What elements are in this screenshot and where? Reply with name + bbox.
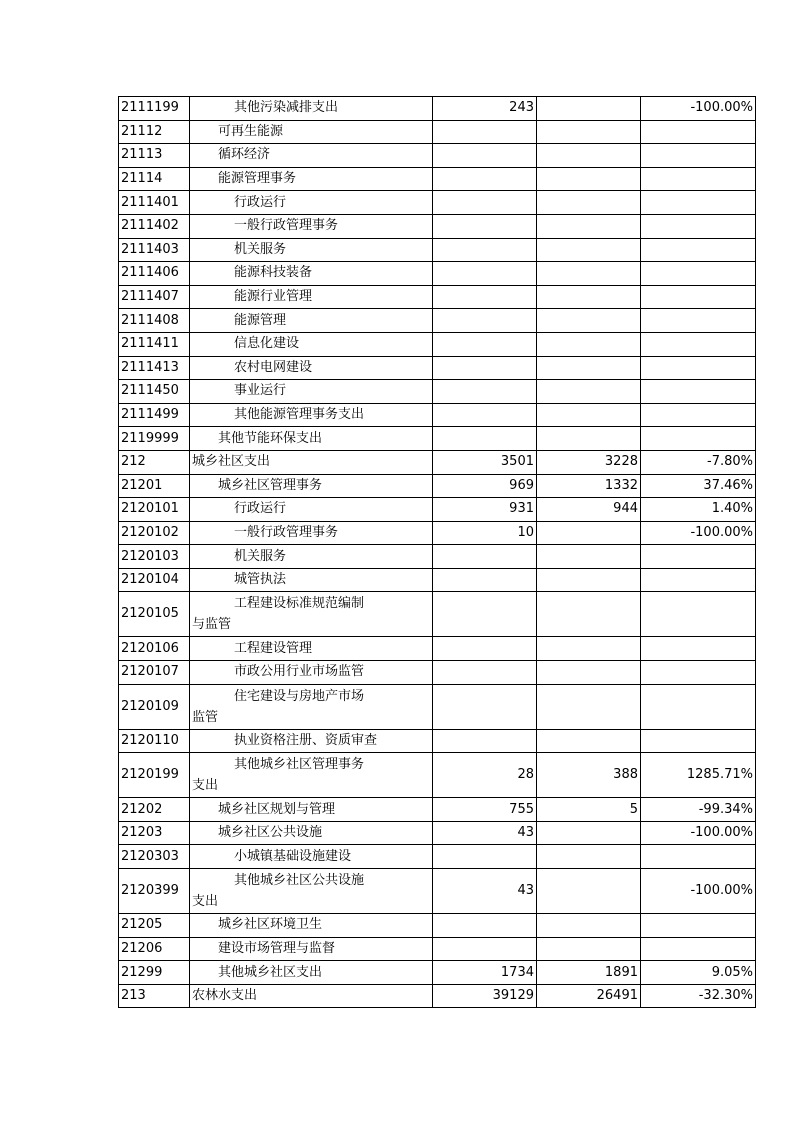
row-code: 21113 [119,144,190,168]
row-curr-value [537,661,641,685]
row-curr-value [537,332,641,356]
row-curr-value [537,869,641,914]
row-code: 2120107 [119,661,190,685]
row-name: 城乡社区规划与管理 [190,798,433,822]
row-prev-value [433,191,537,215]
row-prev-value: 969 [433,474,537,498]
row-name: 信息化建设 [190,332,433,356]
row-curr-value [537,403,641,427]
row-code: 2111413 [119,356,190,380]
row-curr-value [537,845,641,869]
row-prev-value [433,403,537,427]
row-prev-value [433,144,537,168]
row-code: 2120101 [119,498,190,522]
row-name-line2: 支出 [192,778,219,794]
row-name: 能源管理 [190,309,433,333]
row-name: 工程建设管理 [190,637,433,661]
row-change-percent [641,845,756,869]
row-change-percent: -32.30% [641,984,756,1008]
row-code: 2111402 [119,214,190,238]
row-prev-value: 43 [433,821,537,845]
row-code: 2111403 [119,238,190,262]
row-code: 2111401 [119,191,190,215]
table-row [119,684,756,729]
row-change-percent: -100.00% [641,97,756,121]
row-curr-value [537,380,641,404]
row-curr-value [537,191,641,215]
row-curr-value [537,427,641,451]
row-code: 21114 [119,167,190,191]
row-code: 2111407 [119,285,190,309]
row-code: 2111406 [119,262,190,286]
table-row [119,167,756,191]
row-code: 2120105 [119,592,190,637]
row-code: 21299 [119,961,190,985]
table-row [119,144,756,168]
row-name: 建设市场管理与监督 [190,937,433,961]
row-prev-value [433,592,537,637]
table-row [119,637,756,661]
row-name: 其他节能环保支出 [190,427,433,451]
row-change-percent [641,914,756,938]
row-code: 21206 [119,937,190,961]
row-code: 2120399 [119,869,190,914]
row-change-percent [641,191,756,215]
row-name-line2: 与监管 [192,617,232,633]
row-name: 城乡社区公共设施 [190,821,433,845]
row-curr-value: 5 [537,798,641,822]
budget-table [118,96,756,1008]
table-row [119,356,756,380]
row-code: 2111499 [119,403,190,427]
row-prev-value [433,332,537,356]
row-prev-value [433,845,537,869]
row-prev-value: 39129 [433,984,537,1008]
row-name: 行政运行 [190,191,433,215]
row-change-percent [641,332,756,356]
row-change-percent [641,684,756,729]
table-row [119,285,756,309]
row-name: 机关服务 [190,545,433,569]
row-prev-value: 931 [433,498,537,522]
row-name-line1: 其他城乡社区公共设施 [234,873,365,889]
row-curr-value: 388 [537,753,641,798]
row-change-percent [641,568,756,592]
row-name: 小城镇基础设施建设 [190,845,433,869]
row-change-percent [641,403,756,427]
table-row [119,427,756,451]
row-code: 2120199 [119,753,190,798]
row-change-percent [641,144,756,168]
row-change-percent [641,545,756,569]
table-row [119,120,756,144]
row-curr-value: 3228 [537,450,641,474]
row-prev-value [433,545,537,569]
table-row [119,753,756,798]
row-change-percent: 1285.71% [641,753,756,798]
row-change-percent: -7.80% [641,450,756,474]
row-name: 城乡社区环境卫生 [190,914,433,938]
row-name: 其他污染减排支出 [190,97,433,121]
table-row [119,821,756,845]
row-curr-value [537,285,641,309]
row-prev-value [433,729,537,753]
row-name-line1: 其他城乡社区管理事务 [234,757,365,773]
table-row [119,97,756,121]
row-curr-value [537,214,641,238]
table-row [119,498,756,522]
table-row [119,937,756,961]
table-row [119,729,756,753]
row-name: 农村电网建设 [190,356,433,380]
row-curr-value [537,684,641,729]
row-prev-value [433,167,537,191]
row-change-percent [641,167,756,191]
row-curr-value [537,120,641,144]
row-prev-value: 28 [433,753,537,798]
row-name-line1: 工程建设标准规范编制 [234,596,365,612]
row-code: 2119999 [119,427,190,451]
table-row [119,798,756,822]
budget-table-body [119,97,756,1008]
row-code: 213 [119,984,190,1008]
row-curr-value [537,167,641,191]
row-prev-value [433,262,537,286]
row-name: 其他城乡社区支出 [190,961,433,985]
row-curr-value [537,637,641,661]
row-curr-value [537,262,641,286]
table-row [119,545,756,569]
row-change-percent [641,120,756,144]
row-prev-value [433,937,537,961]
table-row [119,309,756,333]
row-code: 2111411 [119,332,190,356]
row-curr-value [537,729,641,753]
row-curr-value [537,97,641,121]
row-name: 城乡社区管理事务 [190,474,433,498]
row-name: 循环经济 [190,144,433,168]
row-curr-value [537,568,641,592]
row-code: 21205 [119,914,190,938]
row-prev-value [433,637,537,661]
row-name [190,753,433,798]
table-row [119,914,756,938]
row-prev-value: 43 [433,869,537,914]
row-prev-value [433,914,537,938]
row-curr-value: 1332 [537,474,641,498]
table-row [119,592,756,637]
row-name [190,684,433,729]
row-change-percent: -100.00% [641,521,756,545]
row-curr-value [537,356,641,380]
row-change-percent [641,937,756,961]
row-name-line2: 监管 [192,709,219,725]
row-code: 21201 [119,474,190,498]
row-curr-value [537,309,641,333]
table-row [119,568,756,592]
row-change-percent [641,380,756,404]
table-row [119,380,756,404]
row-prev-value [433,427,537,451]
row-name: 农林水支出 [190,984,433,1008]
row-prev-value [433,568,537,592]
table-row [119,238,756,262]
row-change-percent [641,729,756,753]
row-code: 21203 [119,821,190,845]
row-prev-value: 1734 [433,961,537,985]
row-curr-value [537,144,641,168]
row-name: 一般行政管理事务 [190,521,433,545]
row-name-line2: 支出 [192,894,219,910]
row-code: 2120109 [119,684,190,729]
table-row [119,450,756,474]
row-change-percent: 9.05% [641,961,756,985]
row-prev-value [433,309,537,333]
row-code: 2120106 [119,637,190,661]
row-prev-value [433,214,537,238]
table-row [119,214,756,238]
row-curr-value: 944 [537,498,641,522]
row-code: 2111450 [119,380,190,404]
row-name: 能源管理事务 [190,167,433,191]
row-code: 212 [119,450,190,474]
row-prev-value [433,356,537,380]
row-prev-value: 3501 [433,450,537,474]
row-change-percent [641,427,756,451]
row-prev-value [433,120,537,144]
row-name [190,592,433,637]
row-name-line1: 住宅建设与房地产市场 [234,688,365,704]
row-change-percent: 1.40% [641,498,756,522]
table-row [119,332,756,356]
table-row [119,845,756,869]
row-curr-value [537,545,641,569]
row-change-percent: -100.00% [641,821,756,845]
row-curr-value [537,592,641,637]
table-row [119,521,756,545]
row-change-percent [641,262,756,286]
table-row [119,961,756,985]
row-name: 能源行业管理 [190,285,433,309]
table-row [119,191,756,215]
row-change-percent [641,309,756,333]
table-row [119,262,756,286]
row-prev-value: 755 [433,798,537,822]
row-change-percent [641,285,756,309]
row-change-percent: 37.46% [641,474,756,498]
table-row [119,869,756,914]
table-row [119,661,756,685]
row-prev-value [433,380,537,404]
row-change-percent [641,214,756,238]
row-name [190,869,433,914]
row-prev-value [433,684,537,729]
row-curr-value [537,821,641,845]
row-name: 行政运行 [190,498,433,522]
row-name: 可再生能源 [190,120,433,144]
row-prev-value: 10 [433,521,537,545]
row-change-percent [641,356,756,380]
row-name: 市政公用行业市场监管 [190,661,433,685]
row-prev-value [433,661,537,685]
table-row [119,403,756,427]
row-curr-value [537,238,641,262]
row-code: 2120303 [119,845,190,869]
row-change-percent [641,592,756,637]
row-code: 2120103 [119,545,190,569]
row-name: 事业运行 [190,380,433,404]
row-prev-value: 243 [433,97,537,121]
row-prev-value [433,238,537,262]
row-name: 机关服务 [190,238,433,262]
row-curr-value [537,914,641,938]
row-change-percent [641,238,756,262]
row-name: 其他能源管理事务支出 [190,403,433,427]
row-code: 2111408 [119,309,190,333]
row-code: 2120104 [119,568,190,592]
row-code: 21112 [119,120,190,144]
table-row [119,984,756,1008]
row-curr-value [537,937,641,961]
row-curr-value: 26491 [537,984,641,1008]
row-code: 2111199 [119,97,190,121]
row-code: 2120102 [119,521,190,545]
row-name: 执业资格注册、资质审查 [190,729,433,753]
row-change-percent: -99.34% [641,798,756,822]
table-row [119,474,756,498]
row-code: 2120110 [119,729,190,753]
row-name: 一般行政管理事务 [190,214,433,238]
row-name: 城乡社区支出 [190,450,433,474]
row-change-percent [641,637,756,661]
row-change-percent [641,661,756,685]
row-prev-value [433,285,537,309]
row-change-percent: -100.00% [641,869,756,914]
row-code: 21202 [119,798,190,822]
row-name: 能源科技装备 [190,262,433,286]
row-curr-value: 1891 [537,961,641,985]
row-curr-value [537,521,641,545]
row-name: 城管执法 [190,568,433,592]
